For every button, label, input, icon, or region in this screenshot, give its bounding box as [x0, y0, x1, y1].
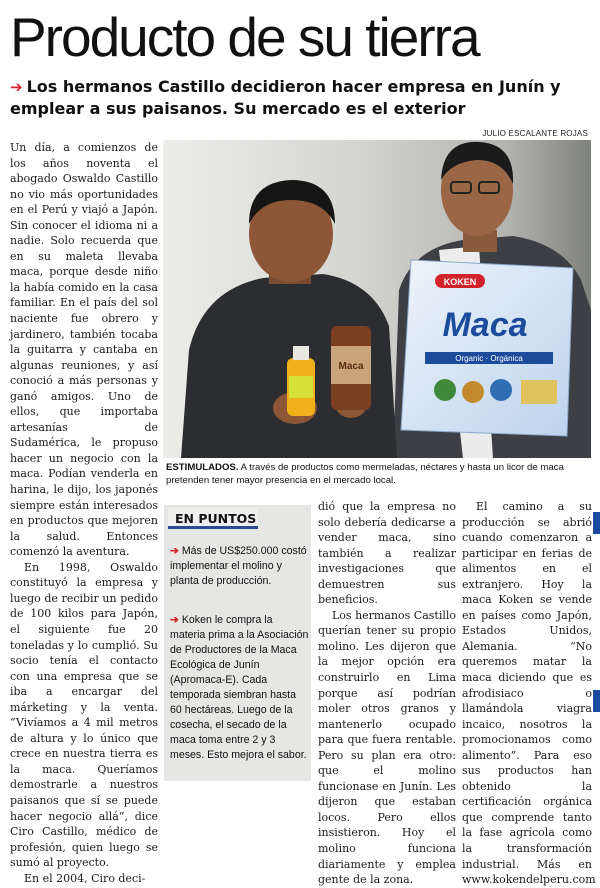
maca-package — [401, 260, 573, 436]
photo-caption — [166, 461, 588, 487]
sidebar-title: EN PUNTOS — [168, 508, 258, 529]
paragraph: En el 2004, Ciro deci- — [24, 871, 146, 885]
arrow-icon: ➔ — [10, 78, 23, 96]
jar-label: Maca — [338, 361, 364, 372]
photo-illustration — [163, 140, 591, 458]
paragraph: El camino a su producción se abrió cuando comenzaron a participar en ferias de alimentos en el extranjero. Hoy la maca Koken se vende en países como Japón, Estados Unidos, Alemania. “No queremos matar la maca diciendo que es afrodisiaco o llamándola viagra incaico, nosotros la promocionamos como alimento”. Para eso sus productos han obtenido la certificación orgánica que comprende tanto la fase agrícola como la transformación industrial. Más en www.kokendelperu.com — [462, 500, 596, 887]
edge-tab — [593, 690, 600, 712]
sidebar-point-text: Koken le compra la materia prima a la Asociación de Productores de la Maca Ecológica de Junín (Apromaca-E). Cada temporada siembran hasta 60 hectáreas. Luego de la cosecha, el secado de la maca toma entre 2 y 3 meses. Esto mejora el sabor. — [170, 614, 309, 761]
body-column-3 — [318, 499, 456, 887]
caption-text: A través de productos como mermeladas, néctares y hasta un licor de maca pretenden tener mayor presencia en el mercado local. — [166, 462, 564, 486]
sidebar-point — [170, 613, 310, 763]
paragraph: En 1998, Oswaldo constituyó la empresa y luego de recibir un pedido de 100 kilos para Japón, el siguiente fue 20 toneladas y lo cumplió. Su socio tenía el contacto con una empresa que se iba a encargar del márketing y la venta. “Vivíamos a 4 mil metros de altura y lo único que crece en nuestra tierra es la maca. Queríamos demostrarle a nuestros paisanos que sí se puede hacer negocio allá”, dice Ciro Castillo, médico de profesión, quien luego se sumó al proyecto. — [10, 560, 158, 870]
edge-tab — [593, 512, 600, 534]
body-column-4 — [462, 499, 596, 887]
package-brand: KOKEN — [443, 277, 477, 287]
sidebar-point — [170, 544, 310, 589]
photo-credit: JULIO ESCALANTE ROJAS — [482, 129, 588, 138]
package-title: Maca — [442, 306, 528, 344]
caption-lead: ESTIMULADOS. — [166, 462, 239, 473]
paragraph: Los hermanos Castillo querían tener su propio molino. Les dijeron que la mejor opción era construirlo en Lima porque así podrían moler otros granos y mantenerlo ocupado para que fuera rentable. Pero su plan era otro: que el molino funcionase en Junín. Les dijeron que estaban locos. Pero ellos insistieron. Hoy el molino funciona diariamente y emplea gente de la zona. — [318, 608, 456, 887]
paragraph: Un día, a comienzos de los años noventa el abogado Oswaldo Castillo no vio más oportunidades en el Perú y viajó a Japón. Sin conocer el idioma ni a nadie. Solo recuerda que en su maleta llevaba maca, porque desde niño la había comido en la casa familiar. En el país del sol naciente fue obrero y jardinero, también tocaba la guitarra y cantaba en algunas reuniones, y así conoció a más personas y ganó amigos. Uno de ellos, que importaba artesanías de Sudamérica, le propuso hacer un negocio con la maca. Podían venderla en harina, le dijo, los japonés siempre están interesados en productos que mejoren la salud. Entonces comenzó la aventura. — [10, 141, 158, 559]
package-subtitle: Organic · Orgánica — [455, 354, 523, 363]
arrow-icon: ➔ — [170, 614, 179, 626]
article-photo — [163, 140, 591, 458]
arrow-icon: ➔ — [170, 545, 179, 557]
headline: Producto de su tierra — [10, 6, 479, 68]
body-column-1 — [10, 140, 158, 885]
deck-subheadline — [10, 76, 580, 120]
deck-text: Los hermanos Castillo decidieron hacer empresa en Junín y emplear a sus paisanos. Su mercado es el exterior — [10, 77, 561, 118]
paragraph: dió que la empresa no solo debería dedicarse a vender maca, sino también a realizar investigaciones que demuestren sus beneficios. — [318, 500, 456, 607]
sidebar-point-text: Más de US$250.000 costó implementar el molino y planta de producción. — [170, 545, 307, 587]
